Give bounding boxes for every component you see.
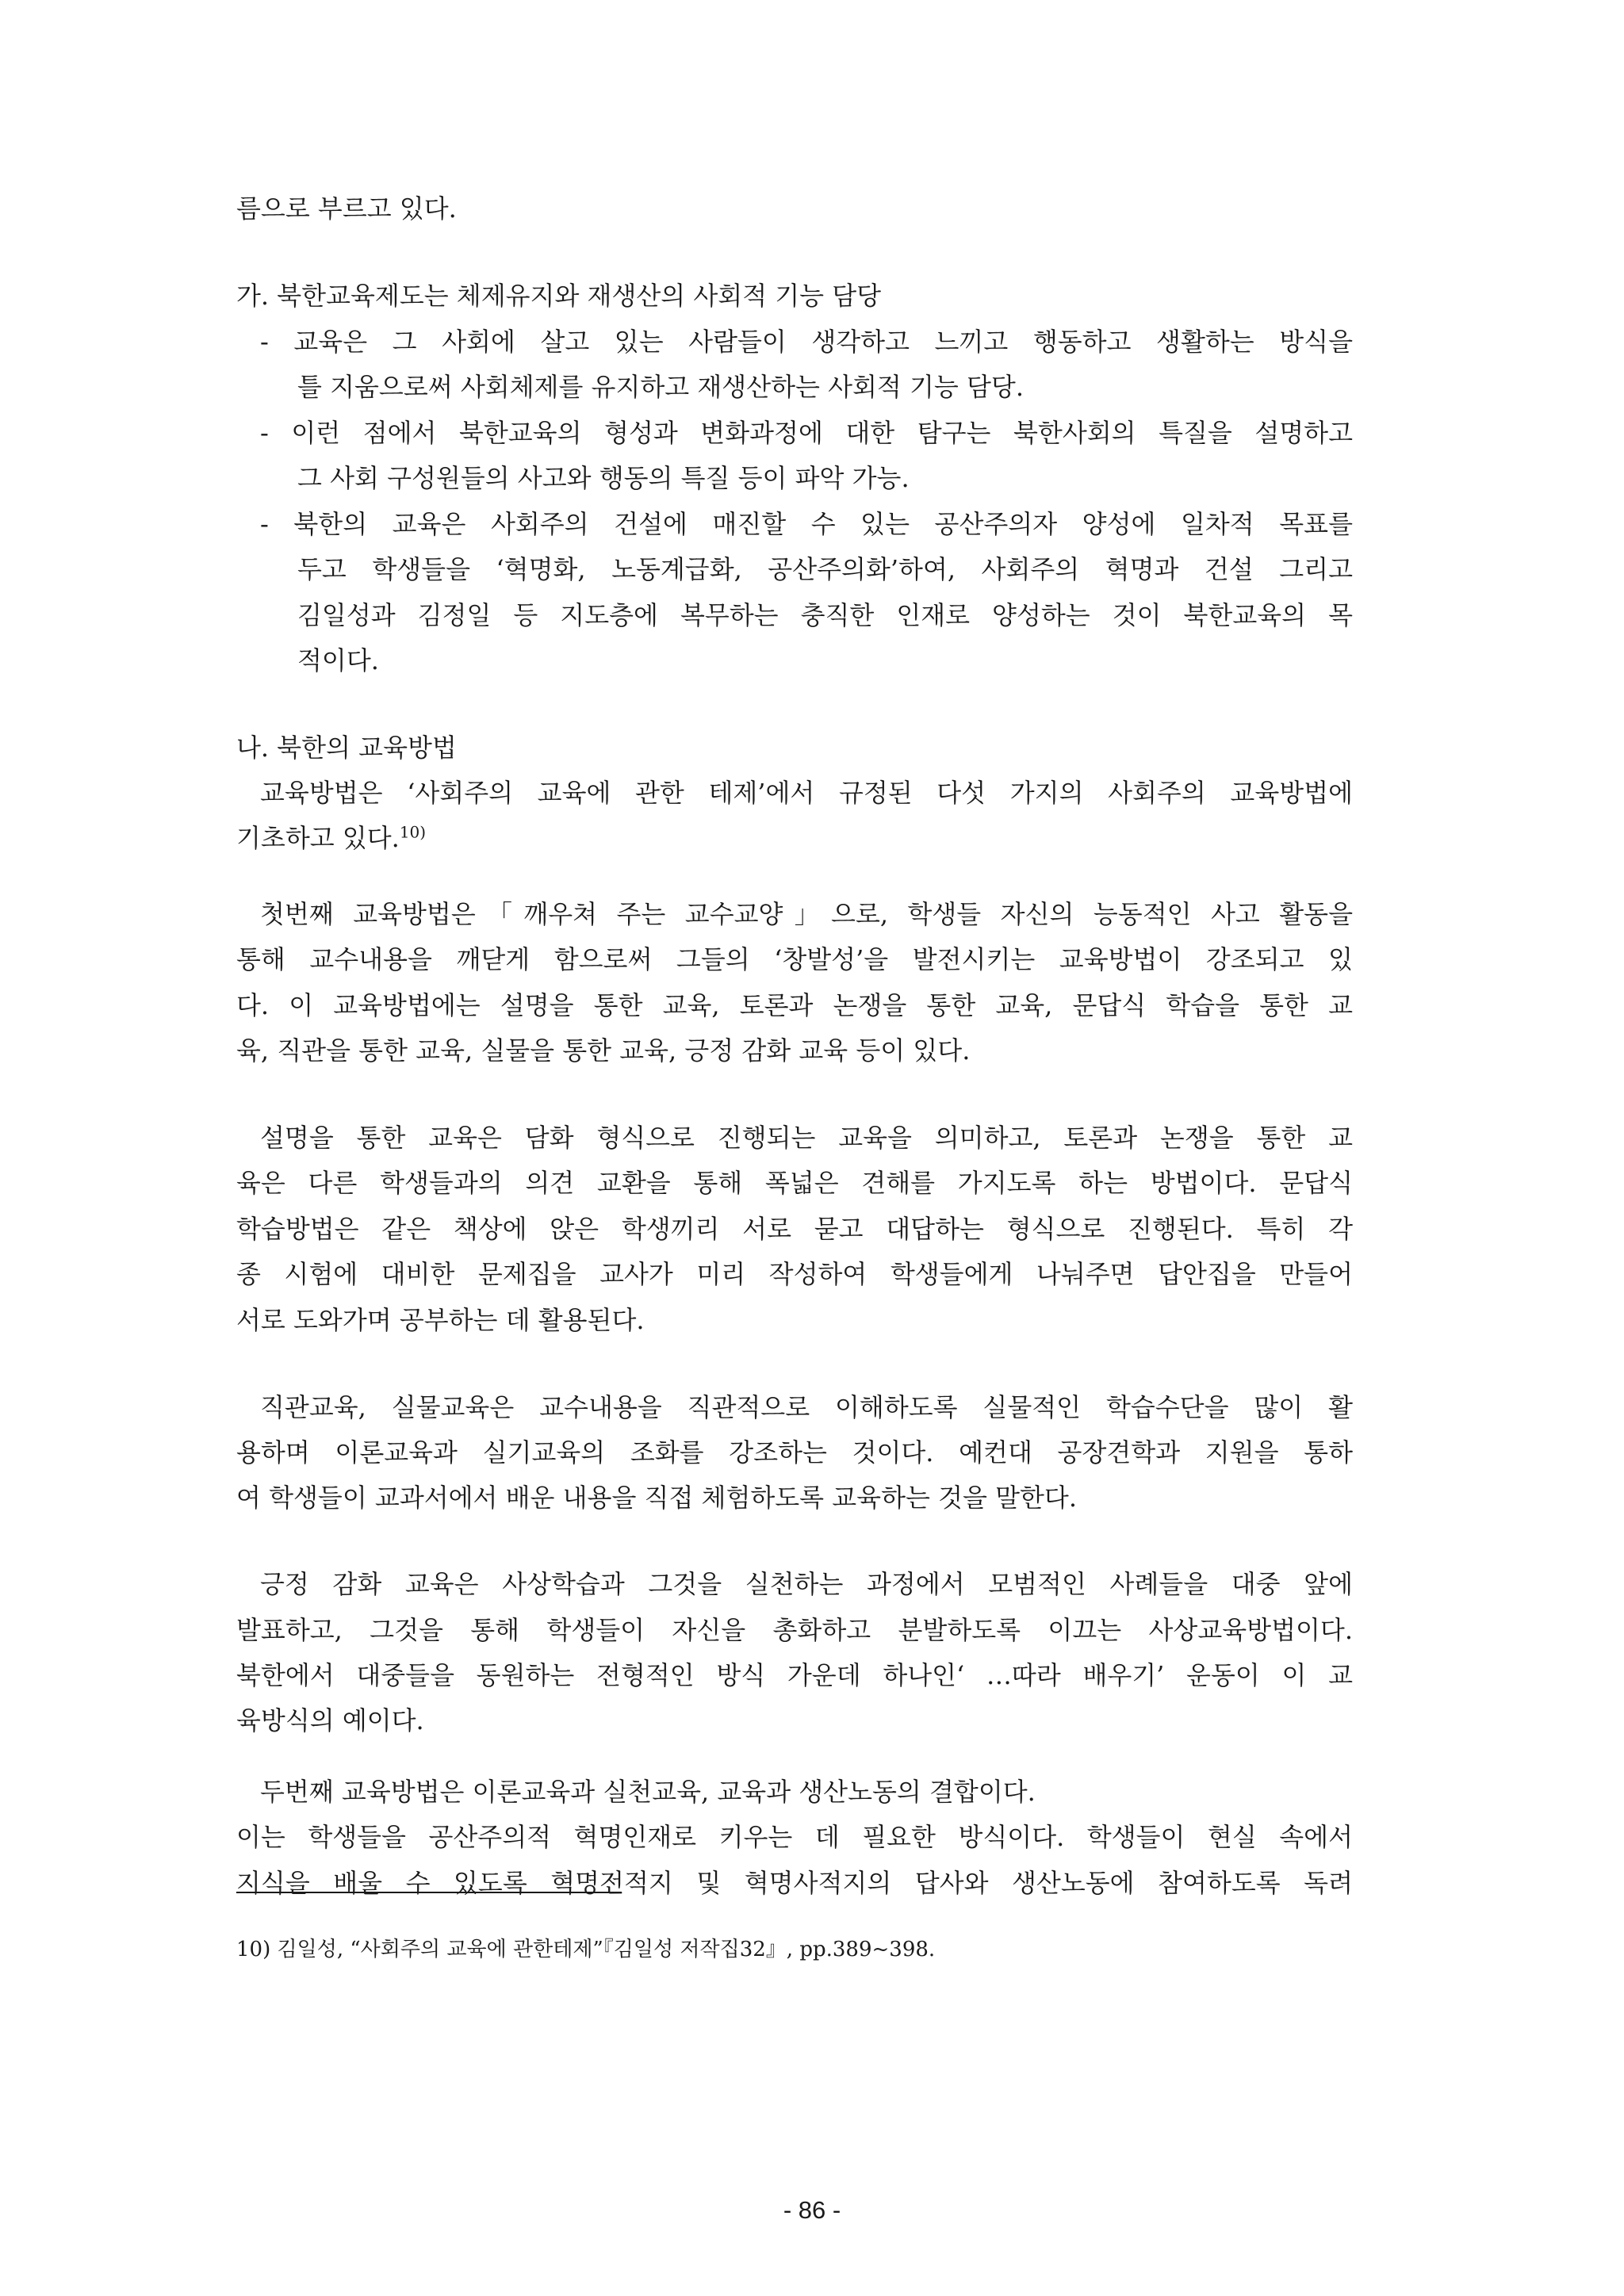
text-line: 학습방법은 같은 책상에 앉은 학생끼리 서로 묻고 대답하는 형식으로 진행된다. 특히 각 — [236, 1214, 1353, 1244]
page-number: - 86 - — [783, 2196, 841, 2224]
text-line: 육은 다른 학생들과의 의견 교환을 통해 폭넓은 견해를 가지도록 하는 방법이다. 문답식 — [236, 1168, 1353, 1198]
text-line: 직관교육, 실물교육은 교수내용을 직관적으로 이해하도록 실물적인 학습수단을 많이 활 — [260, 1392, 1353, 1422]
bullet-continuation: 그 사회 구성원들의 사고와 행동의 특질 등이 파악 가능. — [297, 463, 910, 493]
text-line: 설명을 통한 교육은 담화 형식으로 진행되는 교육을 의미하고, 토론과 논쟁을 통한 교 — [260, 1123, 1353, 1153]
bullet-line: - 교육은 그 사회에 살고 있는 사람들이 생각하고 느끼고 행동하고 생활하는 방식을 — [260, 327, 1353, 357]
text-line — [236, 822, 1353, 854]
text-line: 북한에서 대중들을 동원하는 전형적인 방식 가운데 하나인‘ …따라 배우기’ 운동이 이 교 — [236, 1660, 1353, 1690]
bullet-line: - 이런 점에서 북한교육의 형성과 변화과정에 대한 탐구는 북한사회의 특질을 설명하고 — [260, 418, 1353, 448]
text-line: 발표하고, 그것을 통해 학생들이 자신을 총화하고 분발하도록 이끄는 사상교육방법이다. — [236, 1615, 1353, 1645]
text-line: 여 학생들이 교과서에서 배운 내용을 직접 체험하도록 교육하는 것을 말한다. — [236, 1483, 1077, 1513]
text-line: 이는 학생들을 공산주의적 혁명인재로 키우는 데 필요한 방식이다. 학생들이 현실 속에서 — [236, 1822, 1353, 1852]
section-heading-ga: 가. 북한교육제도는 체제유지와 재생산의 사회적 기능 담당 — [236, 281, 882, 311]
text-line: 육, 직관을 통한 교육, 실물을 통한 교육, 긍정 감화 교육 등이 있다. — [236, 1035, 971, 1066]
text-line: 통해 교수내용을 깨닫게 함으로써 그들의 ‘창발성’을 발전시키는 교육방법이 강조되고 있 — [236, 944, 1353, 974]
bullet-continuation: 김일성과 김정일 등 지도층에 복무하는 충직한 인재로 양성하는 것이 북한교육의 목 — [297, 600, 1353, 630]
bullet-line: - 북한의 교육은 사회주의 건설에 매진할 수 있는 공산주의자 양성에 일차적 목표를 — [260, 509, 1353, 539]
text-line: 용하며 이론교육과 실기교육의 조화를 강조하는 것이다. 예컨대 공장견학과 지원을 통하 — [236, 1437, 1353, 1468]
bullet-continuation: 틀 지움으로써 사회체제를 유지하고 재생산하는 사회적 기능 담당. — [297, 372, 1025, 402]
bullet-continuation: 두고 학생들을 ‘혁명화, 노동계급화, 공산주의화’하여, 사회주의 혁명과 건설 그리고 — [297, 554, 1353, 584]
footnote-reference: 10) — [399, 822, 427, 842]
text-line: 육방식의 예이다. — [236, 1705, 424, 1735]
section-heading-na: 나. 북한의 교육방법 — [236, 733, 457, 763]
footnote-divider — [236, 1892, 622, 1893]
text-line: 긍정 감화 교육은 사상학습과 그것을 실천하는 과정에서 모범적인 사례들을 대중 앞에 — [260, 1569, 1353, 1599]
text-line-body: 기초하고 있다. — [236, 823, 400, 853]
text-line: 서로 도와가며 공부하는 데 활용된다. — [236, 1305, 645, 1335]
text-line: 름으로 부르고 있다. — [236, 193, 457, 224]
text-line: 지식을 배울 수 있도록 혁명전적지 및 혁명사적지의 답사와 생산노동에 참여하도록 독려 — [236, 1868, 1353, 1898]
bullet-continuation: 적이다. — [297, 645, 379, 675]
text-line: 교육방법은 ‘사회주의 교육에 관한 테제’에서 규정된 다섯 가지의 사회주의 교육방법에 — [260, 778, 1353, 808]
text-line: 첫번째 교육방법은「깨우쳐 주는 교수교양」으로, 학생들 자신의 능동적인 사고 활동을 — [260, 899, 1353, 929]
text-line: 종 시험에 대비한 문제집을 교사가 미리 작성하여 학생들에게 나눠주면 답안집을 만들어 — [236, 1259, 1353, 1289]
text-line: 두번째 교육방법은 이론교육과 실천교육, 교육과 생산노동의 결합이다. — [260, 1777, 1036, 1807]
text-line: 다. 이 교육방법에는 설명을 통한 교육, 토론과 논쟁을 통한 교육, 문답식 학습을 통한 교 — [236, 990, 1353, 1020]
footnote: 10) 김일성, “사회주의 교육에 관한테제”『김일성 저작집32』, pp.389~398. — [236, 1938, 936, 1961]
